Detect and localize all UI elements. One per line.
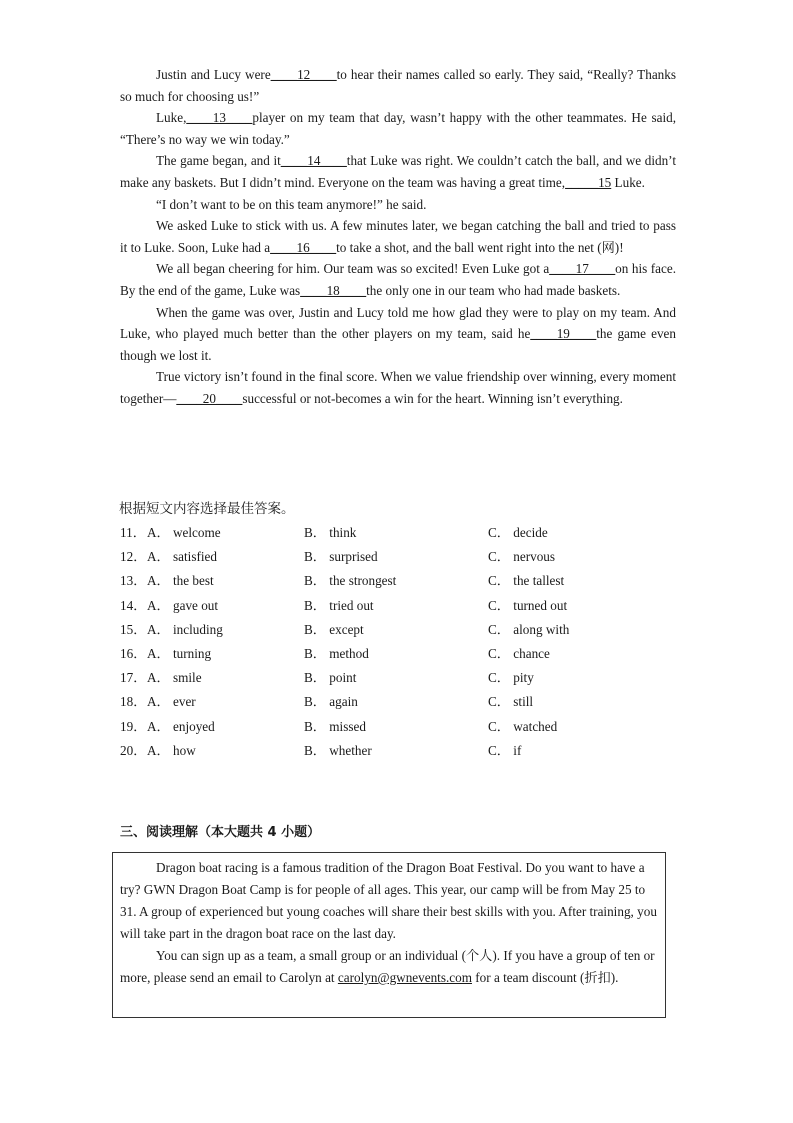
- options-list: [120, 522, 680, 764]
- option-c[interactable]: C． pity: [488, 670, 534, 686]
- text: on his face. By the end of the game, Luke was: [120, 261, 676, 298]
- blank-15: _____15: [565, 174, 612, 190]
- blank-12: ____12____: [270, 67, 337, 82]
- option-c[interactable]: C． along with: [488, 621, 570, 637]
- option-b[interactable]: B． point: [304, 670, 357, 686]
- option-a[interactable]: 20．: [120, 742, 147, 758]
- option-c[interactable]: C． if: [488, 742, 522, 758]
- option-b[interactable]: B． whether: [304, 742, 372, 758]
- option-a-text[interactable]: A． gave out: [147, 597, 219, 613]
- option-a[interactable]: 14．: [120, 597, 147, 613]
- question-instruction: 根据短文内容选择最佳答案。: [119, 501, 295, 517]
- text: We all began cheering for him. Our team was so excited! Even Luke got a: [156, 261, 550, 277]
- text: for a team discount (折扣).: [475, 970, 619, 985]
- paragraph: [120, 215, 676, 258]
- reading-passage-box: [112, 852, 666, 1018]
- option-b[interactable]: B． tried out: [304, 597, 374, 613]
- option-a[interactable]: 19．: [120, 718, 147, 734]
- blank-14: ____14____: [280, 153, 347, 169]
- option-row: [120, 570, 680, 594]
- option-c[interactable]: C． nervous: [488, 549, 556, 565]
- reading-paragraph: [120, 945, 657, 989]
- text: player on my team that day, wasn’t happy with the other teammates. He said, “There’s no way we win today.”: [120, 110, 676, 147]
- paragraph: [120, 107, 676, 150]
- option-b[interactable]: B． the strongest: [304, 573, 397, 589]
- option-a-text[interactable]: A． satisfied: [147, 549, 217, 565]
- option-a-text[interactable]: A． including: [147, 621, 223, 637]
- text: You can sign up as a team, a small group or an individual (个人). If you have a group of ten or more, please send an email to Carolyn at: [120, 948, 655, 985]
- option-a-text[interactable]: A． enjoyed: [147, 718, 215, 734]
- option-b[interactable]: B． surprised: [304, 549, 378, 565]
- text: to hear their names called so early. They said, “Really? Thanks so much for choosing us!”: [120, 67, 677, 104]
- paragraph: [120, 302, 676, 367]
- blank-16: ____16____: [270, 239, 337, 255]
- option-a-text[interactable]: A． the best: [147, 573, 214, 589]
- text: True victory isn’t found in the final score. When we value friendship over winning, every moment together—: [120, 369, 676, 406]
- option-a-text[interactable]: A． how: [147, 742, 196, 758]
- blank-17: ____17____: [549, 261, 616, 277]
- option-a[interactable]: 17．: [120, 670, 147, 686]
- text: Luke,: [156, 110, 187, 126]
- text: that Luke was right. We couldn’t catch the ball, and we didn’t make any baskets. But I didn’t mind. Everyone on the team was having a great time,: [120, 153, 676, 190]
- option-b[interactable]: B． again: [304, 694, 358, 710]
- reading-paragraph: Dragon boat racing is a famous tradition of the Dragon Boat Festival. Do you want to have a try? GWN Dragon Boat Camp is for people of all ages. This year, our camp will be from May 25 to 31. A group of experienced but young coaches will share their best skills with you. After training, you will take part in the dragon boat race on the last day.: [120, 860, 657, 941]
- blank-19: ____19____: [530, 326, 597, 342]
- option-c[interactable]: C． turned out: [488, 597, 568, 613]
- text: When the game was over, Justin and Lucy told me how glad they were to play on my team. And Luke, who played much better than the other players on my team, said he: [120, 304, 676, 342]
- section-title: 三、阅读理解（本大题共 4 小题）: [120, 825, 321, 840]
- option-a[interactable]: 15．: [120, 621, 147, 637]
- option-row: [120, 619, 680, 643]
- text: Luke.: [614, 174, 645, 190]
- option-a-text[interactable]: A． turning: [147, 645, 212, 661]
- option-b[interactable]: B． missed: [304, 718, 366, 734]
- option-a[interactable]: 13．: [120, 573, 147, 589]
- option-b[interactable]: B． method: [304, 645, 369, 661]
- option-c[interactable]: C． decide: [488, 525, 548, 540]
- option-row: [120, 716, 680, 740]
- text: the game even though we lost it.: [120, 326, 676, 363]
- option-a[interactable]: 12．: [120, 549, 147, 565]
- paragraph: [120, 150, 676, 193]
- text: The game began, and it: [156, 153, 281, 169]
- option-row: [120, 546, 680, 570]
- text: We asked Luke to stick with us. A few minutes later, we began catching the ball and tried to pass it to Luke. Soon, Luke had a: [120, 218, 676, 255]
- text: to take a shot, and the ball went right into the net (网)!: [336, 239, 624, 255]
- text: successful or not-becomes a win for the heart. Winning isn’t everything.: [242, 390, 623, 406]
- option-row: [120, 740, 680, 764]
- paragraph: [120, 258, 676, 301]
- blank-13: ____13____: [186, 110, 253, 126]
- text: Justin and Lucy were: [156, 67, 271, 82]
- option-a[interactable]: 16．: [120, 645, 147, 661]
- option-c[interactable]: C． chance: [488, 645, 550, 661]
- option-c[interactable]: C． still: [488, 694, 534, 710]
- text: the only one in our team who had made baskets.: [366, 282, 621, 298]
- option-row: [120, 595, 680, 619]
- paragraph: [120, 64, 676, 107]
- option-c[interactable]: C． watched: [488, 718, 558, 734]
- option-c[interactable]: C． the tallest: [488, 573, 565, 589]
- option-row: [120, 667, 680, 691]
- option-a[interactable]: 11．: [120, 525, 146, 540]
- text: “I don’t want to be on this team anymore!” he said.: [156, 196, 427, 212]
- option-row: [120, 643, 680, 667]
- paragraph: [120, 366, 676, 409]
- option-a-text[interactable]: A． welcome: [147, 525, 221, 540]
- option-b[interactable]: B． except: [304, 621, 364, 637]
- blank-18: ____18____: [300, 282, 367, 298]
- option-a-text[interactable]: A． ever: [147, 694, 196, 710]
- option-row: [120, 691, 680, 715]
- paragraph: [120, 194, 676, 216]
- option-row: [120, 522, 680, 546]
- blank-20: ____20____: [176, 390, 243, 406]
- email-link[interactable]: carolyn@gwnevents.com: [337, 970, 472, 985]
- option-b[interactable]: B． think: [304, 525, 357, 540]
- cloze-passage: [120, 64, 676, 410]
- option-a-text[interactable]: A． smile: [147, 670, 202, 686]
- option-a[interactable]: 18．: [120, 694, 147, 710]
